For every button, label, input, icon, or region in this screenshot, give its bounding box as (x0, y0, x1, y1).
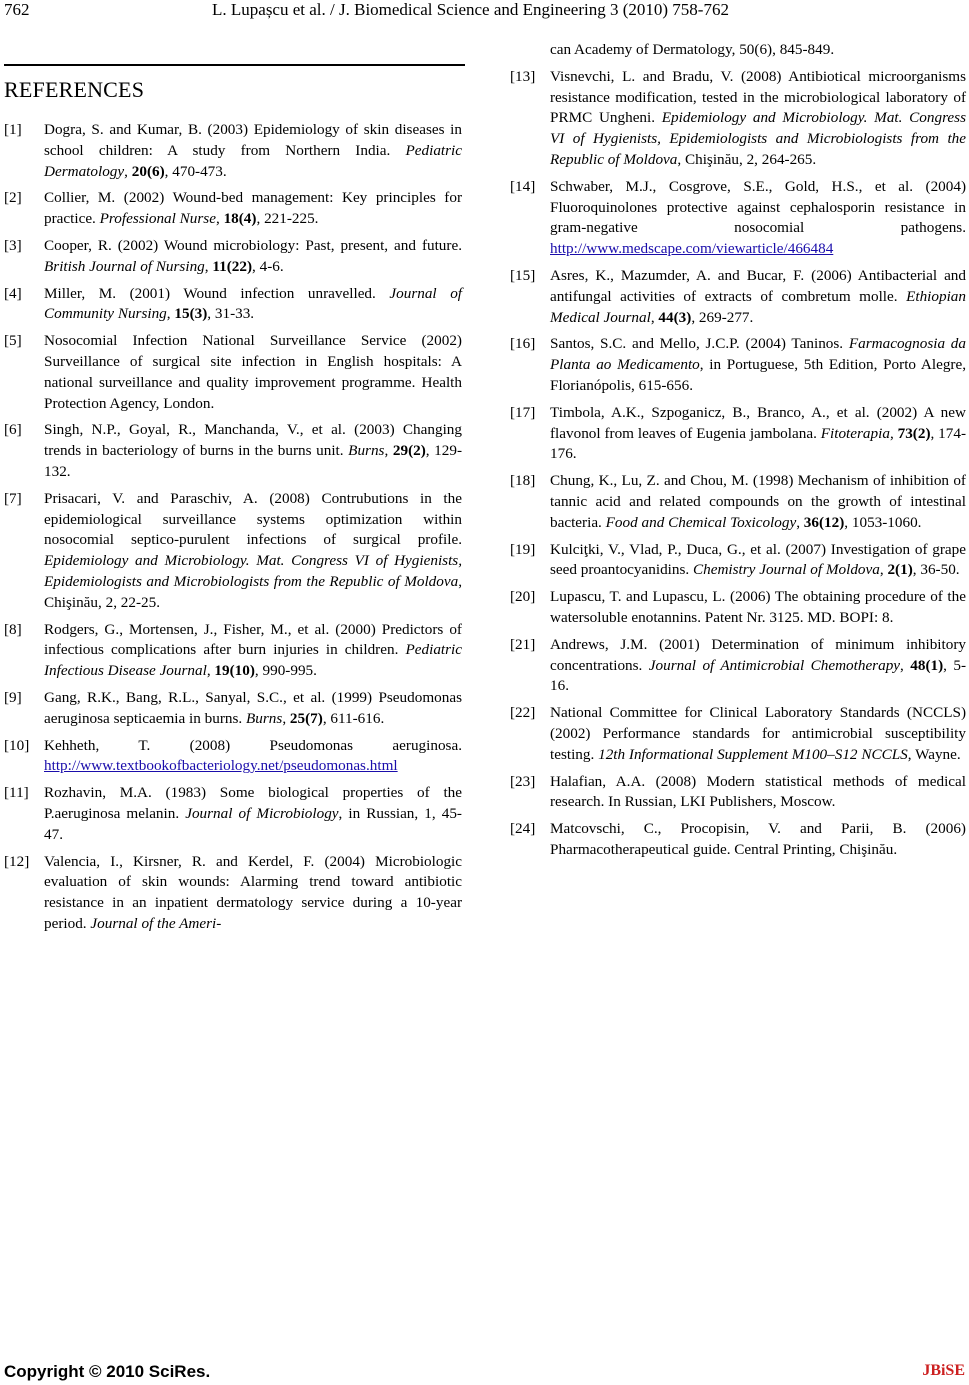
reference-volume: 2(1) (887, 561, 913, 579)
reference-journal: Chemistry Journal of Moldova (692, 561, 880, 579)
reference-pages: , 174-176. (550, 424, 967, 463)
reference-item (510, 266, 966, 328)
section-rule (4, 64, 465, 66)
reference-body: Santos, S.C. and Mello, J.C.P. (2004) Taninos. (550, 335, 849, 353)
reference-list-left (4, 120, 462, 935)
reference-number: [21] (510, 635, 536, 653)
journal-logo: JBiSE (922, 1362, 965, 1379)
reference-body: Timbola, A.K., Szpoganicz, B., Branco, A., et al. (2002) A new flavonol from leaves of Eugenia jambolana. (550, 403, 966, 442)
reference-volume: 73(2) (897, 424, 931, 442)
reference-item (4, 120, 462, 182)
reference-text: Miller, M. (2001) Wound infection unravelled. Journal of Community Nursing, 15(3), 31-33. (44, 284, 463, 323)
reference-journal: Pediatric Infectious Disease Journal (44, 641, 462, 680)
references-heading: REFERENCES (4, 77, 145, 102)
reference-journal: Journal of Community Nursing (44, 284, 463, 323)
reference-pages: , 1053-1060. (844, 513, 922, 531)
reference-list-right (510, 67, 966, 861)
reference-item (510, 635, 966, 697)
reference-item (4, 783, 462, 845)
reference-journal: Ethiopian Medical Journal (550, 287, 966, 326)
reference-volume: 48(1) (910, 656, 944, 674)
reference-number: [15] (510, 266, 536, 284)
reference-number: [23] (510, 772, 536, 790)
reference-text (44, 331, 462, 414)
reference-item (510, 67, 966, 171)
reference-journal: Journal of Antimicrobial Chemotherapy (648, 656, 901, 674)
reference-body: Miller, M. (2001) Wound infection unravelled. (44, 284, 390, 302)
reference-journal: Food and Chemical Toxicology (605, 513, 797, 531)
reference-number: [18] (510, 472, 536, 490)
reference-journal: Journal of the Ameri- (90, 914, 222, 932)
reference-body: Schwaber, M.J., Cosgrove, S.E., Gold, H.S., et al. (2004) Fluoroquinolones protective against cephalosporin resistance in gram-negative nosocomial pathogens. (550, 177, 966, 237)
reference-number: [1] (4, 121, 22, 138)
reference-text: Dogra, S. and Kumar, B. (2003) Epidemiology of skin diseases in school children: A study from Northern India. Pediatric Dermatology, 20(6), 470-473. (44, 121, 462, 180)
reference-body: Asres, K., Mazumder, A. and Bucar, F. (2006) Antibacterial and antifungal activities of extracts of combretum molle. (550, 266, 966, 305)
reference-pages: , in Russian, 1, 45-47. (44, 804, 462, 843)
reference-pages: , 221-225. (256, 210, 319, 228)
reference-journal: Burns (246, 709, 283, 727)
reference-pages: , 5-16. (550, 656, 967, 695)
reference-item (4, 331, 462, 414)
reference-item (510, 177, 966, 260)
reference-body: Rodgers, G., Mortensen, J., Fisher, M., et al. (2000) Predictors of infectious complications after burn injuries in children. (44, 620, 462, 659)
reference-text (550, 177, 966, 260)
reference-item (4, 852, 462, 935)
reference-volume: 19(10) (214, 662, 255, 680)
reference-link[interactable]: http://www.textbookofbacteriology.net/pseudomonas.html (44, 757, 398, 775)
reference-volume: 25(7) (289, 709, 323, 727)
reference-item (510, 587, 966, 629)
reference-number: [4] (4, 284, 22, 302)
reference-item (4, 188, 462, 230)
reference-number: [13] (510, 67, 536, 85)
reference-number: [9] (4, 688, 22, 706)
reference-number: [5] (4, 332, 22, 350)
reference-text (550, 819, 966, 861)
reference-item (4, 236, 462, 278)
reference-text (550, 587, 966, 629)
reference-text: Singh, N.P., Goyal, R., Manchanda, V., et al. (2003) Changing trends in bacteriology of burns in the burns unit. Burns, 29(2), 129-132. (44, 421, 463, 480)
reference-volume: 15(3) (174, 305, 208, 323)
reference-pages: , 36-50. (912, 561, 960, 579)
reference-body: National Committee for Clinical Laboratory Standards (NCCLS) (2002) Performance standards for antimicrobial susceptibility testing. (550, 704, 966, 763)
reference-pages: , Chişinău, 2, 264-265. (677, 150, 817, 168)
running-header (0, 0, 969, 24)
reference-number: [6] (4, 421, 22, 439)
reference-number: [20] (510, 588, 536, 606)
reference-pages: , 990-995. (254, 662, 317, 680)
reference-item (4, 284, 462, 326)
reference-volume: 11(22) (212, 257, 253, 275)
reference-body: Chung, K., Lu, Z. and Chou, M. (1998) Mechanism of inhibition of tannic acid and related compounds on the growth of intestinal bacteria. (550, 472, 966, 531)
reference-item (4, 688, 462, 730)
reference-journal: British Journal of Nursing (44, 257, 205, 275)
reference-number: [11] (4, 784, 29, 802)
reference-item (510, 403, 966, 465)
reference-number: [8] (4, 620, 22, 638)
reference-number: [10] (4, 736, 30, 754)
reference-pages: , 129-132. (44, 442, 463, 480)
reference-number: [12] (4, 852, 30, 870)
reference-item (4, 489, 462, 614)
reference-item (510, 540, 966, 582)
reference-text (44, 489, 462, 614)
reference-journal: Farmacognosia da Planta ao Medicamento (550, 335, 966, 374)
reference-text (44, 783, 462, 845)
reference-item (4, 620, 462, 682)
reference-text (550, 334, 966, 396)
reference-journal: Burns (348, 442, 385, 460)
reference-text: Asres, K., Mazumder, A. and Bucar, F. (2006) Antibacterial and antifungal activities of extracts of combretum molle. Ethiopian Medical Journal, 44(3), 269-277. (550, 266, 966, 326)
reference-volume: 20(6) (131, 162, 165, 180)
reference-item (510, 334, 966, 396)
reference-text (550, 703, 966, 765)
reference-pages: , Chişinău, 2, 22-25. (44, 572, 462, 611)
reference-journal: Journal of Microbiology (185, 804, 339, 822)
reference-volume: 36(12) (803, 513, 845, 531)
reference-number: [7] (4, 489, 22, 507)
reference-item (510, 703, 966, 765)
reference-journal: Pediatric Dermatology (44, 141, 462, 180)
reference-body: Singh, N.P., Goyal, R., Manchanda, V., et al. (2003) Changing trends in bacteriology of burns in the burns unit. (44, 421, 462, 460)
reference-volume: 44(3) (658, 308, 692, 326)
reference-body: Cooper, R. (2002) Wound microbiology: Past, present, and future. (44, 236, 462, 254)
reference-pages: , 269-277. (691, 308, 754, 326)
reference-pages: , 611-616. (322, 709, 385, 727)
reference-body: Dogra, S. and Kumar, B. (2003) Epidemiology of skin diseases in school children: A study from Northern India. (44, 121, 462, 159)
reference-body: Halafian, A.A. (2008) Modern statistical methods of medical research. In Russian, LKI Publishers, Moscow. (550, 772, 966, 811)
running-head: L. Lupașcu et al. / J. Biomedical Science and Engineering 3 (2010) 758-762 (212, 0, 729, 19)
reference-body: Prisacari, V. and Paraschiv, A. (2008) Contrubutions in the epidemiological surveillance systems optimization within nosocomial septico-purulent infections of surgical profile. (44, 489, 462, 549)
left-column (4, 76, 462, 941)
reference-continuation: can Academy of Dermatology, 50(6), 845-849. (550, 41, 835, 58)
reference-body: Rozhavin, M.A. (1983) Some biological properties of the P.aeruginosa melanin. (44, 784, 462, 822)
reference-text: Kulciţki, V., Vlad, P., Duca, G., et al. (2007) Investigation of grape seed proantocyanidins. Chemistry Journal of Moldova, 2(1), 36-50. (550, 540, 966, 579)
reference-pages: , 470-473. (164, 162, 227, 180)
reference-number: [2] (4, 189, 22, 207)
reference-body: Valencia, I., Kirsner, R. and Kerdel, F. (2004) Microbiologic evaluation of skin wounds: Alarming trend toward antibiotic resistance in an inpatient dermatology service during a 10-year period. (44, 852, 462, 932)
reference-journal: Epidemiology and Microbiology. Mat. Congress VI of Hygienists, Epidemiologists and Microbiologists from the Republic of Moldova (44, 552, 462, 590)
reference-pages: , Wayne. (907, 745, 961, 763)
page-footer (0, 1362, 969, 1384)
reference-volume: 18(4) (223, 210, 257, 228)
reference-text (550, 67, 966, 171)
reference-text (550, 772, 966, 814)
reference-text (44, 736, 462, 778)
reference-text: Cooper, R. (2002) Wound microbiology: Past, present, and future. British Journal of Nursing, 11(22), 4-6. (44, 236, 462, 275)
reference-text (44, 852, 462, 935)
reference-text: Gang, R.K., Bang, R.L., Sanyal, S.C., et al. (1999) Pseudomonas aeruginosa septicaemia in burns. Burns, 25(7), 611-616. (44, 688, 462, 727)
reference-number: [17] (510, 403, 536, 421)
reference-body: Kehheth, T. (2008) Pseudomonas aeruginosa. (44, 736, 462, 754)
reference-item (510, 819, 966, 861)
reference-text: Collier, M. (2002) Wound-bed management: Key principles for practice. Professional Nurse, 18(4), 221-225. (44, 189, 462, 228)
reference-journal: Epidemiology and Microbiology. Mat. Congress VI of Hygienists, Epidemiologists and Microbiologists from the Republic of Moldova (550, 109, 966, 168)
reference-item (4, 420, 462, 482)
reference-body: Visnevchi, L. and Bradu, V. (2008) Antibiotical microorganisms resistance modification, tested in the microbiological laboratory of PRMC Ungheni. (550, 67, 966, 127)
reference-number: [14] (510, 177, 536, 195)
reference-body: Collier, M. (2002) Wound-bed management: Key principles for practice. (44, 189, 462, 228)
reference-volume: 29(2) (392, 442, 426, 460)
copyright-notice: Copyright © 2010 SciRes. (4, 1362, 211, 1381)
reference-text: Chung, K., Lu, Z. and Chou, M. (1998) Mechanism of inhibition of tannic acid and related compounds on the growth of intestinal bacteria. Food and Chemical Toxicology, 36(12), 1053-1060. (550, 472, 966, 531)
reference-number: [3] (4, 236, 22, 254)
reference-item (510, 471, 966, 533)
reference-number: [19] (510, 540, 536, 558)
reference-number: [22] (510, 704, 536, 722)
reference-body: Matcovschi, C., Procopisin, V. and Parii, B. (2006) Pharmacotherapeutical guide. Central Printing, Chişinău. (550, 820, 966, 858)
reference-body: Nosocomial Infection National Surveillance Service (2002) Surveillance of surgical site infection in English hospitals: A national surveillance and quality improvement programme. Health Protection Agency, London. (44, 332, 462, 412)
right-column (510, 40, 966, 867)
reference-number: [16] (510, 335, 536, 353)
reference-item (4, 736, 462, 778)
reference-pages: , 31-33. (207, 305, 255, 323)
reference-body: Lupascu, T. and Lupascu, L. (2006) The obtaining procedure of the watersoluble enotannins. Patent Nr. 3125. MD. BOPI: 8. (550, 588, 966, 626)
reference-pages: , in Portuguese, 5th Edition, Porto Alegre, Florianópolis, 615-656. (550, 356, 967, 394)
reference-body: Gang, R.K., Bang, R.L., Sanyal, S.C., et al. (1999) Pseudomonas aeruginosa septicaemia in burns. (44, 688, 462, 727)
reference-link[interactable]: http://www.medscape.com/viewarticle/466484 (550, 240, 834, 258)
reference-text: Timbola, A.K., Szpoganicz, B., Branco, A., et al. (2002) A new flavonol from leaves of Eugenia jambolana. Fitoterapia, 73(2), 174-176. (550, 403, 967, 463)
reference-number: [24] (510, 820, 536, 838)
reference-body: Kulciţki, V., Vlad, P., Duca, G., et al. (2007) Investigation of grape seed proantocyanidins. (550, 540, 966, 579)
reference-pages: , 4-6. (252, 257, 284, 275)
reference-journal: Fitoterapia (820, 424, 890, 442)
reference-journal: Professional Nurse (99, 210, 216, 228)
reference-text: Andrews, J.M. (2001) Determination of minimum inhibitory concentrations. Journal of Antimicrobial Chemotherapy, 48(1), 5-16. (550, 635, 967, 695)
reference-item (510, 772, 966, 814)
reference-body: Andrews, J.M. (2001) Determination of minimum inhibitory concentrations. (550, 635, 966, 674)
reference-journal: 12th Informational Supplement M100–S12 NCCLS (598, 745, 908, 763)
page-number: 762 (4, 0, 30, 19)
reference-text: Rodgers, G., Mortensen, J., Fisher, M., et al. (2000) Predictors of infectious complications after burn injuries in children. Pediatric Infectious Disease Journal, 19(10), 990-995. (44, 620, 462, 680)
